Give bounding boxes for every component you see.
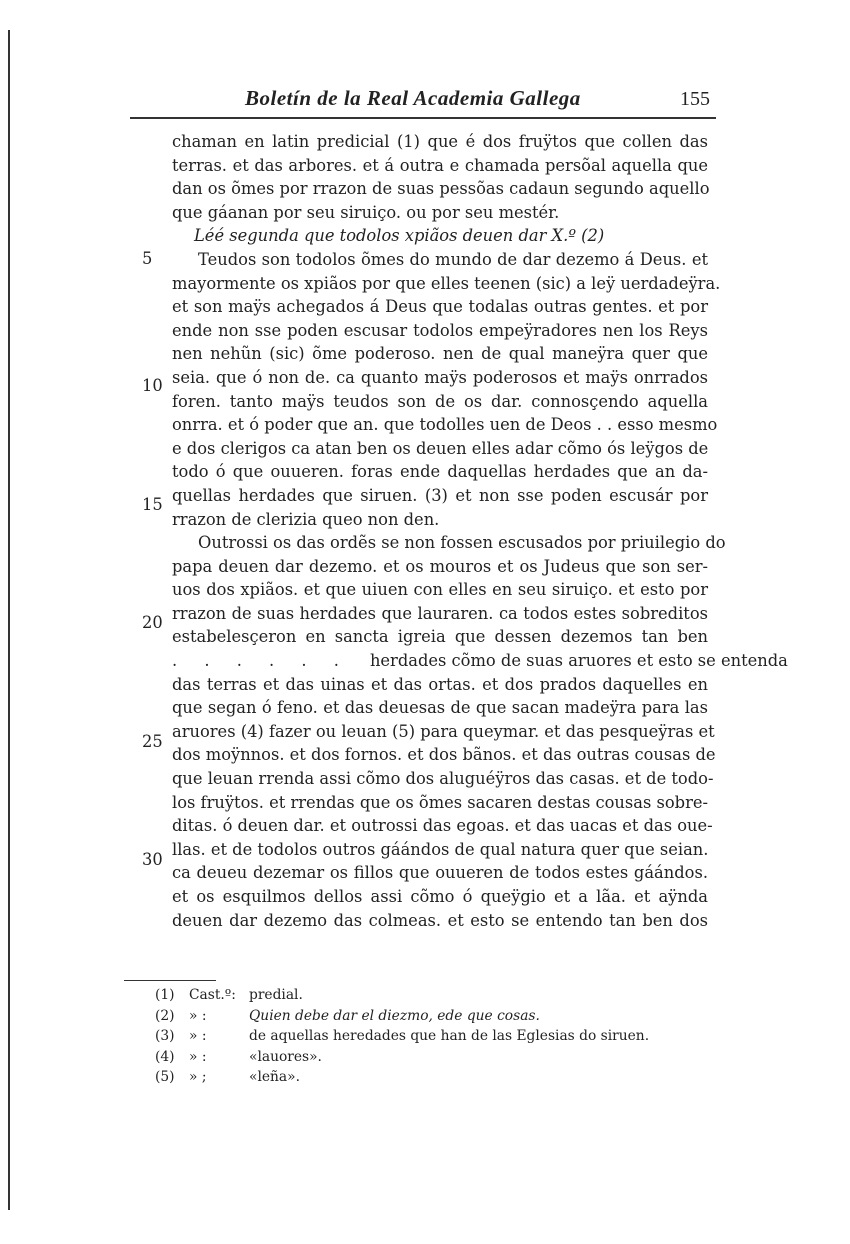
header-rule xyxy=(130,117,716,119)
footnote-text: «leña». xyxy=(249,1069,300,1085)
footnote-source: » ; xyxy=(189,1069,207,1085)
page-number: 155 xyxy=(680,88,710,110)
section-heading: Léé segunda que todolos xpiãos deuen dar X.º (2) xyxy=(194,226,605,246)
footnote-rule xyxy=(124,980,216,981)
text-line: et os esquilmos dellos assi cõmo ó queÿgio et a lãa. et aÿnda xyxy=(172,887,708,906)
text-line: seia. que ó non de. ca quanto maÿs poderosos et maÿs onrrados xyxy=(172,367,708,387)
binding-edge-line xyxy=(8,30,10,1210)
footnote-source: Cast.º: xyxy=(189,987,236,1003)
main-text xyxy=(172,130,788,932)
text-line: dos moÿnnos. et dos fornos. et dos bãnos. et das outras cousas de xyxy=(172,745,716,765)
text-line: das terras et das uinas et das ortas. et dos prados daquelles en xyxy=(172,674,708,694)
footnote-label: (4) xyxy=(155,1048,175,1065)
text-line: Teudos son todolos õmes do mundo de dar dezemo á Deus. et xyxy=(198,249,708,269)
footnote xyxy=(155,1047,715,1068)
footnote-text: Quien debe dar el diezmo, ede que cosas. xyxy=(249,1007,540,1024)
footnote xyxy=(155,1006,715,1027)
text-line: deuen dar dezemo das colmeas. et esto se entendo tan ben dos xyxy=(172,910,708,930)
footnote-source: » : xyxy=(189,1048,207,1065)
text-line: et son maÿs achegados á Deus que todalas outras gentes. et por xyxy=(172,297,708,317)
footnote-label: (2) xyxy=(155,1007,175,1024)
text-line-with-gap xyxy=(172,649,788,673)
text-line: mayormente os xpiãos por que elles teenen (sic) a leÿ uerdadeÿra. xyxy=(172,273,721,293)
footnote-source: » : xyxy=(189,1007,207,1024)
text-line: onrra. et ó poder que an. que todolles uen de Deos . . esso mesmo xyxy=(172,415,718,435)
text-line: papa deuen dar dezemo. et os mouros et os Judeus que son ser- xyxy=(172,556,708,576)
line-number: 25 xyxy=(142,732,163,751)
text-line: nen nehũn (sic) õme poderoso. nen de qual maneÿra quer que xyxy=(172,344,708,364)
footnote-text: de aquellas heredades que han de las Eglesias do siruen. xyxy=(249,1028,650,1044)
text-line: los fruÿtos. et rrendas que os õmes sacaren destas cousas sobre- xyxy=(172,792,708,812)
text-line: rrazon de clerizia queo non den. xyxy=(172,509,440,529)
text-line-tail: herdades cõmo de suas aruores et esto se entenda xyxy=(369,651,788,671)
text-line: quellas herdades que siruen. (3) et non sse poden escusár por xyxy=(172,485,708,505)
text-line: llas. et de todolos outros gáándos de qual natura quer que seian. xyxy=(172,839,709,859)
text-line: que leuan rrenda assi cõmo dos aluguéÿros das casas. et de todo- xyxy=(172,769,714,789)
line-number: 15 xyxy=(142,495,163,514)
footnote xyxy=(155,1067,715,1088)
text-line: rrazon de suas herdades que lauraren. ca todos estes sobreditos xyxy=(172,603,708,623)
footnote-label: (5) xyxy=(155,1069,175,1085)
text-line: aruores (4) fazer ou leuan (5) para queymar. et das pesqueÿras et xyxy=(172,721,715,741)
text-line: dan os õmes por rrazon de suas pessõas cadaun segundo aquello xyxy=(172,179,710,199)
text-line: chaman en latin predicial (1) que é dos fruÿtos que collen das xyxy=(172,132,708,151)
footnote-text: predial. xyxy=(249,987,303,1003)
footnote-label: (3) xyxy=(155,1028,175,1044)
text-line: uos dos xpiãos. et que uiuen con elles en seu siruiço. et esto por xyxy=(172,580,708,600)
footnote-label: (1) xyxy=(155,987,175,1003)
text-line: foren. tanto maÿs teudos son de os dar. connosçendo aquella xyxy=(172,391,708,411)
line-number: 5 xyxy=(142,249,153,268)
footnote xyxy=(155,1026,715,1047)
journal-title: Boletín de la Real Academia Gallega xyxy=(245,86,581,110)
text-line: ca deueu dezemar os fillos que ouueren de todos estes gáándos. xyxy=(172,863,708,883)
footnote xyxy=(155,985,715,1006)
footnotes xyxy=(155,985,715,1088)
text-line: estabelesçeron en sancta igreia que dessen dezemos tan ben xyxy=(172,627,708,647)
text-line: ditas. ó deuen dar. et outrossi das egoas. et das uacas et das oue- xyxy=(172,816,713,836)
omission-dots: . . . . . . xyxy=(172,651,350,671)
footnote-text: «lauores». xyxy=(249,1048,322,1065)
text-line: e dos clerigos ca atan ben os deuen elles adar cõmo ós leÿgos de xyxy=(172,438,709,458)
line-number: 30 xyxy=(142,850,163,869)
text-line: todo ó que ouueren. foras ende daquellas herdades que an da- xyxy=(172,462,708,482)
text-line: ende non sse poden escusar todolos empeÿradores nen los Reys xyxy=(172,320,708,340)
text-line: que segan ó feno. et das deuesas de que sacan madeÿra para las xyxy=(172,698,708,718)
text-line: que gáanan por seu siruiço. ou por seu mestér. xyxy=(172,202,560,222)
text-line: terras. et das arbores. et á outra e chamada persõal aquella que xyxy=(172,155,708,175)
text-line: Outrossi os das ordẽs se non fossen escusados por priuilegio do xyxy=(198,533,726,553)
line-number: 10 xyxy=(142,376,163,395)
line-number: 20 xyxy=(142,613,163,632)
footnote-source: » : xyxy=(189,1028,207,1044)
running-head xyxy=(170,86,710,114)
